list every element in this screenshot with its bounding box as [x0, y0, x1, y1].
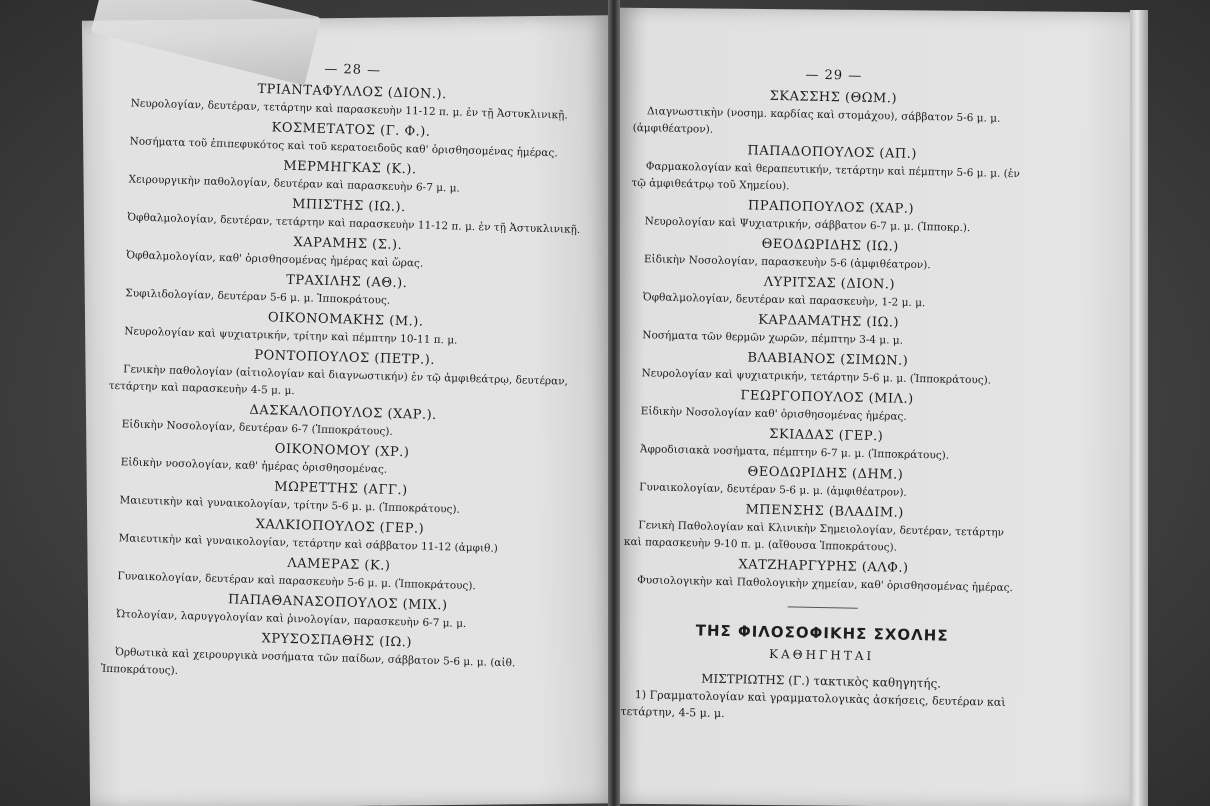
course-description: Διαγνωστικὴν (νοσημ. καρδίας καὶ στομάχου), σάββατον 5-6 μ. μ. (ἀμφιθέατρον).: [632, 105, 1001, 136]
course-description: Ὀφθαλμολογίαν, καθ' ὁρισθησομένας ἡμέρας καὶ ὥρας.: [126, 249, 424, 270]
entry: [627, 385, 1028, 428]
entry-list: [101, 77, 588, 691]
course-description: Φυσιολογικὴν καὶ Παθολογικὴν χημείαν, καθ' ὁρισθησομένας ἡμέρας.: [637, 574, 1013, 595]
lecturer-name: ΓΕΩΡΓΟΠΟΥΛΟΣ (ΜΙΛ.): [740, 388, 914, 407]
page-edges: [1130, 10, 1148, 806]
right-page-content: [620, 64, 1034, 728]
course-description: Γυναικολογίαν, δευτέραν 5-6 μ. μ. (ἀμφιθέατρον).: [639, 481, 907, 499]
course-description: Γυναικολογίαν, δευτέραν καὶ παρασκευὴν 5-6 μ. μ. (Ἱπποκράτους).: [117, 570, 476, 593]
course-description: Γενικὴν παθολογίαν (αἰτιολογίαν καὶ διαγνωστικήν) ἐν τῷ ἀμφιθεάτρῳ, δευτέραν, τετάρτην καὶ παρασκευὴν 4-5 μ. μ.: [108, 363, 569, 398]
entry: [624, 499, 1025, 559]
lecturer-name: ΧΑΤΖΗΑΡΓΥΡΗΣ (ΑΛΦ.): [738, 557, 909, 576]
page-number: — 28 —: [324, 61, 382, 79]
course-description: Ὀφθαλμολογίαν, δευτέραν καὶ παρασκευὴν, 1-2 μ. μ.: [642, 291, 926, 310]
course-description: Ὀρθωτικὰ καὶ χειρουργικὰ νοσήματα τῶν παίδων, σάββατον 5-6 μ. μ. (αἰθ. Ἱπποκράτους).: [100, 646, 516, 677]
lecturer-name: ΜΩΡΕΤΤΗΣ (ΑΓΓ.): [274, 479, 408, 499]
course-description: Εἰδικὴν Νοσολογίαν καθ' ὁρισθησομένας ἡμέρας.: [640, 405, 907, 423]
entry: [631, 195, 1032, 238]
lecturer-name: ΣΚΑΣΣΗΣ (ΘΩΜ.): [769, 88, 898, 107]
course-description: Νοσήματα τῶν θερμῶν χωρῶν, πέμπτην 3-4 μ. μ.: [642, 329, 904, 347]
course-description: Νευρολογίαν καὶ ψυχιατρικήν, τρίτην καὶ πέμπτην 10-11 π. μ.: [124, 325, 458, 347]
course-description: Νοσήματα τοῦ ἐπιπεφυκότος καὶ τοῦ κερατοειδοῦς καθ' ὁρισθησομένας ἡμέρας.: [129, 135, 558, 160]
left-page-content: [101, 56, 588, 694]
entry: [101, 626, 572, 691]
course-description: Μαιευτικὴν καὶ γυναικολογίαν, τετάρτην καὶ σάββατον 11-12 (ἀμφιθ.): [118, 532, 499, 555]
lecturer-name: ΣΚΙΑΔΑΣ (ΓΕΡ.): [769, 426, 884, 445]
entry: [627, 347, 1028, 390]
course-description: Ὀφθαλμολογίαν, δευτέραν, τετάρτην καὶ παρασκευὴν 11-12 π. μ. ἐν τῇ Ἀστυκλινικῇ.: [127, 211, 581, 236]
course-description: Εἰδικὴν νοσολογίαν, καθ' ἡμέρας ὁρισθησομένας.: [120, 456, 388, 476]
lecturer-name: ΟΙΚΟΝΟΜΑΚΗΣ (Μ.).: [267, 310, 424, 330]
section-title: ΤΗΣ ΦΙΛΟΣΟΦΙΚΗΣ ΣΧΟΛΗΣ: [695, 621, 949, 645]
entry: [625, 461, 1026, 504]
course-description: Ὠτολογίαν, λαρυγγολογίαν καὶ ῥινολογίαν, παρασκευὴν 6-7 μ. μ.: [116, 608, 467, 630]
entry: [630, 233, 1031, 276]
course-description: Μαιευτικὴν καὶ γυναικολογίαν, τρίτην 5-6 μ. μ. (Ἱπποκράτους).: [119, 494, 461, 516]
entry: [626, 423, 1027, 466]
lecturer-name: ΚΟΣΜΕΤΑΤΟΣ (Γ. Φ.).: [271, 120, 431, 140]
entry-list: [623, 85, 1033, 597]
entry: [631, 140, 1032, 200]
lecturer-name: ΜΠΙΣΤΗΣ (ΙΩ.).: [291, 196, 406, 216]
entry: [628, 309, 1029, 352]
section-subtitle: ΚΑΘΗΓΗΤΑΙ: [768, 646, 875, 664]
professor-name: ΜΙΣΤΡΙΩΤΗΣ (Γ.) τακτικὸς καθηγητής.: [701, 671, 942, 691]
lecturer-name: ΘΕΟΔΩΡΙΔΗΣ (ΔΗΜ.): [747, 464, 904, 483]
course-description: Συφιλιδολογίαν, δευτέραν 5-6 μ. μ. Ἱπποκράτους.: [125, 287, 391, 307]
course-description: Εἰδικὴν Νοσολογίαν, παρασκευὴν 5-6 (ἀμφιθέατρον).: [643, 253, 931, 272]
lecturer-name: ΔΑΣΚΑΛΟΠΟΥΛΟΣ (ΧΑΡ.).: [249, 402, 437, 424]
lecturer-name: ΒΛΑΒΙΑΝΟΣ (ΣΙΜΩΝ.): [747, 350, 909, 369]
lecturer-name: ΟΙΚΟΝΟΜΟΥ (ΧΡ.): [274, 441, 410, 461]
lecturer-name: ΠΡΑΠΟΠΟΥΛΟΣ (ΧΑΡ.): [747, 198, 915, 217]
lecturer-name: ΜΠΕΝΣΗΣ (ΒΛΑΔΙΜ.): [745, 502, 904, 521]
lecturer-name: ΠΑΠΑΔΟΠΟΥΛΟΣ (ΑΠ.): [747, 143, 918, 162]
course-description: Ἀφροδισιακὰ νοσήματα, πέμπτην 6-7 μ. μ. (Ἱπποκράτους).: [639, 443, 950, 462]
course-description: Εἰδικὴν Νοσολογίαν, δευτέραν 6-7 (Ἱπποκράτους).: [121, 418, 393, 438]
lecturer-name: ΠΑΠΑΘΑΝΑΣΟΠΟΥΛΟΣ (ΜΙΧ.): [227, 592, 448, 614]
lecturer-name: ΘΕΟΔΩΡΙΔΗΣ (ΙΩ.): [761, 236, 899, 255]
course-description: Χειρουργικὴν παθολογίαν, δευτέραν καὶ παρασκευὴν 6-7 μ. μ.: [128, 173, 461, 195]
lecturer-name: ΛΑΜΕΡΑΣ (Κ.): [287, 555, 391, 574]
lecturer-name: ΤΡΙΑΝΤΑΦΥΛΛΟΣ (ΔΙΟΝ.).: [257, 81, 447, 103]
course-description: 1) Γραμματολογίαν καὶ γραμματολογικὰς ἀσκήσεις, δευτέραν καὶ τετάρτην, 4-5 μ. μ.: [620, 688, 1006, 721]
lecturer-name: ΧΑΡΑΜΗΣ (Σ.).: [293, 234, 403, 254]
course-description: Νευρολογίαν, δευτέραν, τετάρτην καὶ παρασκευὴν 11-12 π. μ. ἐν τῇ Ἀστυκλινικῇ.: [130, 97, 568, 122]
section-divider: [788, 606, 858, 608]
course-description: Γενικὴ Παθολογίαν καὶ Κλινικὴν Σημειολογίαν, δευτέραν, τετάρτην καὶ παρασκευὴν 9-10 π. μ. (αἴθουσα Ἱπποκράτους).: [623, 519, 1005, 554]
lecturer-name: ΧΑΛΚΙΟΠΟΥΛΟΣ (ΓΕΡ.): [255, 517, 425, 537]
entry: [623, 554, 1024, 597]
lecturer-name: ΧΡΥΣΟΣΠΑΘΗΣ (ΙΩ.): [261, 631, 413, 651]
page-number: — 29 —: [805, 67, 863, 84]
entry: [109, 343, 580, 408]
lecturer-name: ΜΕΡΜΗΓΚΑΣ (Κ.).: [283, 158, 417, 178]
entry: [632, 85, 1033, 145]
entry: [629, 271, 1030, 314]
course-description: Νευρολογίαν καὶ ψυχιατρικήν, τετάρτην 5-6 μ. μ. (Ἱπποκράτους).: [641, 367, 992, 387]
lecturer-name: ΤΡΑΧΙΛΗΣ (ΑΘ.).: [285, 272, 408, 292]
lecturer-name: ΡΟΝΤΟΠΟΥΛΟΣ (ΠΕΤΡ.).: [254, 347, 436, 368]
book-gutter: [608, 0, 620, 806]
course-description: Φαρμακολογίαν καὶ θεραπευτικήν, τετάρτην καὶ πέμπτην 5-6 μ. μ. (ἐν τῷ ἀμφιθεάτρῳ τοῦ Χημείου).: [631, 160, 1020, 193]
lecturer-name: ΛΥΡΙΤΣΑΣ (ΔΙΟΝ.): [763, 274, 896, 293]
lecturer-name: ΚΑΡΔΑΜΑΤΗΣ (ΙΩ.): [758, 312, 900, 331]
course-description: Νευρολογίαν καὶ Ψυχιατρικήν, σάββατον 6-7 μ. μ. (Ἱπποκρ.).: [644, 215, 971, 235]
